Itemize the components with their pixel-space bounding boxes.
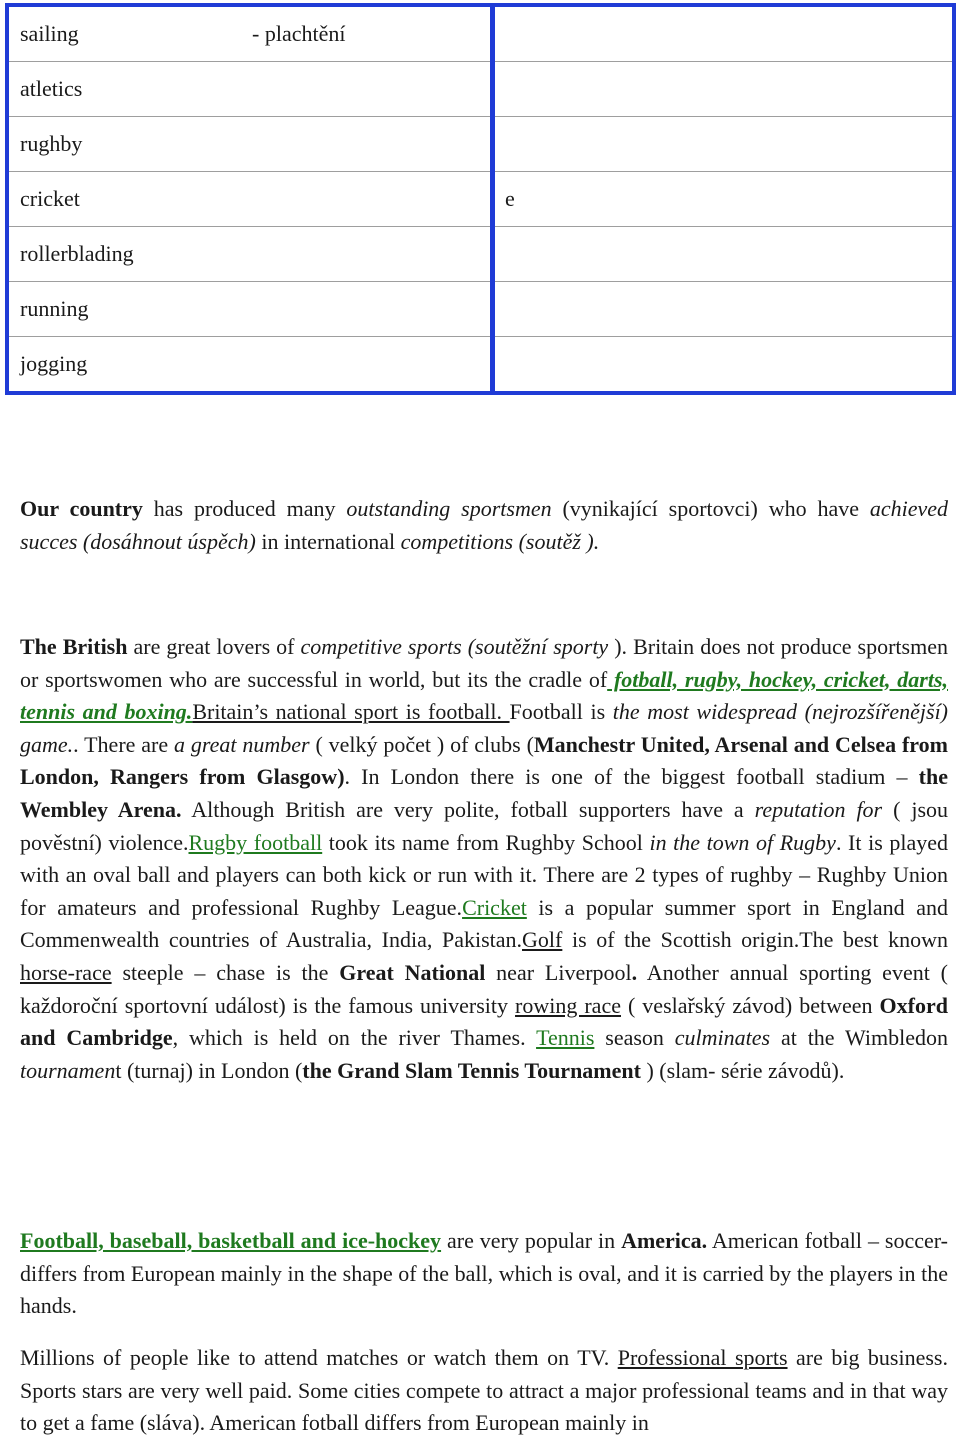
- vocab-row: [7, 172, 954, 227]
- vocab-translation: - plachtění: [252, 21, 346, 46]
- vocab-cell: [7, 172, 493, 227]
- vocab-row: [7, 117, 954, 172]
- vocab-row: [7, 5, 954, 62]
- vocab-word: cricket: [20, 186, 80, 211]
- vocab-row: [7, 227, 954, 282]
- vocab-note: [493, 62, 955, 117]
- paragraph-america: Football, baseball, basketball and ice-hockey are very popular in America. American fotball – soccer- differs from European mainly in the shape of the ball, which is oval, and it is carried by the players in the hands.: [20, 1228, 948, 1319]
- vocab-word: running: [20, 296, 89, 321]
- vocab-cell: [7, 282, 493, 337]
- vocab-word: atletics: [20, 76, 83, 101]
- vocab-cell: [7, 227, 493, 282]
- vocab-word: jogging: [20, 351, 88, 376]
- vocab-note: [493, 117, 955, 172]
- vocabulary-table: [5, 3, 956, 395]
- vocab-cell: [7, 62, 493, 117]
- vocab-note: [493, 337, 955, 394]
- vocab-cell: [7, 117, 493, 172]
- vocab-note: [493, 227, 955, 282]
- vocab-note: e: [493, 172, 955, 227]
- paragraph-professional: Millions of people like to attend matches or watch them on TV. Professional sports are big business. Sports stars are very well paid. Some cities compete to attract a major professional teams and in that way to get a fame (sláva). American fotball differs from European mainly in: [20, 1345, 948, 1436]
- paragraph-country: Our country has produced many outstanding sportsmen (vynikající sportovci) who have achieved succes (dosáhnout úspěch) in international competitions (soutěž ).: [20, 496, 949, 554]
- vocab-cell: [7, 337, 493, 394]
- vocab-word: sailing: [20, 21, 79, 46]
- vocab-cell: [7, 5, 493, 62]
- vocab-row: [7, 62, 954, 117]
- paragraph-britain: The British are great lovers of competitive sports (soutěžní sporty ). Britain does not produce sportsmen or sportswomen who are successful in world, but its the cradle of fotball, rugby, hockey, cricket, darts, tennis and boxing.Britain’s national sport is football. Football is the most widespread (nejrozšířenější) game.. There are a great number ( velký počet ) of clubs (Manchestr United, Arsenal and Celsea from London, Rangers from Glasgow). In London there is one of the biggest football stadium – the Wembley Arena. Although British are very polite, fotball supporters have a reputation for ( jsou pověstní) violence.Rugby football took its name from Rughby School in the town of Rugby. It is played with an oval ball and players can both kick or run with it. There are 2 types of rughby – Rughby Union for amateurs and professional Rughby League.Cricket is a popular summer sport in England and Commenwealth countries of Australia, India, Pakistan.Golf is of the Scottish origin.The best known horse-race steeple – chase is the Great National near Liverpool. Another annual sporting event ( každoroční sportovní událost) is the famous university rowing race ( veslařský závod) between Oxford and Cambridge, which is held on the river Thames. Tennis season culminates at the Wimbledon tournament (turnaj) in London (the Grand Slam Tennis Tournament ) (slam- série závodů).: [20, 634, 949, 1083]
- vocab-row: [7, 337, 954, 394]
- vocab-note: [493, 5, 955, 62]
- vocab-word: rughby: [20, 131, 83, 156]
- vocab-row: [7, 282, 954, 337]
- vocab-note: [493, 282, 955, 337]
- vocab-word: rollerblading: [20, 241, 134, 266]
